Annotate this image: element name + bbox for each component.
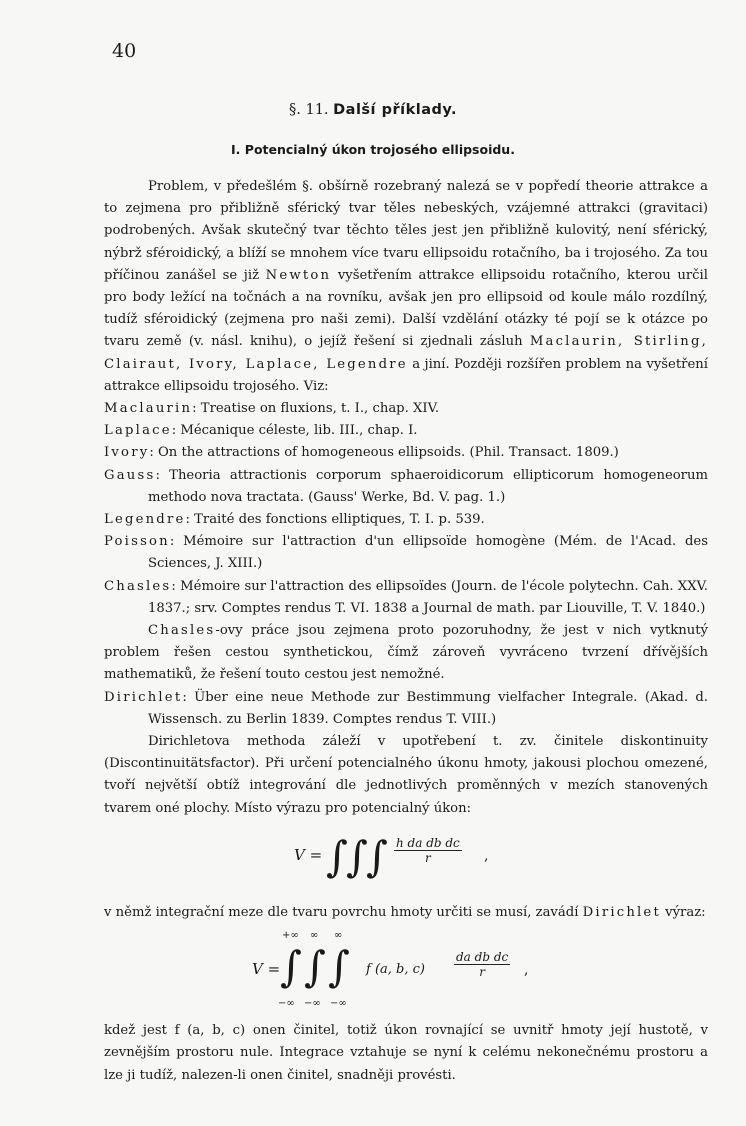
integral-sign: ∫ [304,942,326,992]
formula-comma: , [484,847,489,864]
lower-limit: −∞ [304,998,321,1010]
integral-sign: ∫ [280,942,302,992]
fraction [394,836,462,865]
reference-item [104,531,708,575]
ref-text: : On the attractions of homogeneous ellipsoids. (Phil. Transact. 1809.) [149,445,619,461]
ref-author: Legendre [104,512,186,528]
ref-author: Dirichlet [104,689,183,705]
formula-potential [104,824,708,898]
ref-author: Ivory [104,445,150,461]
name-newton: Newton [265,267,332,283]
integral-sign: ∫ [346,831,368,881]
formula-dirichlet [104,928,708,1016]
between-text: v němž integrační meze dle tvaru povrchu hmoty určiti se musí, zavádí [104,904,579,920]
ref-author: Chasles [104,578,172,594]
ref-text: : Traité des fonctions elliptiques, T. I. p. 539. [185,512,485,528]
integral-sign: ∫ [366,831,388,881]
name-dirichlet: Dirichlet [582,904,661,920]
page-number: 40 [112,40,137,62]
reference-item [104,687,708,731]
reference-item [104,398,708,420]
ref-author: Laplace [104,423,172,439]
intro-end: Později rozšířen problem na vyšetření attrakce ellipsoidu trojosého. Viz: [104,356,708,394]
paragraph-last: kdež jest f (a, b, c) onen činitel, totiž úkon rovnající se uvnitř hmoty její hustotě, v zevnějším prostoru nule. Integrace vztahuje se nyní k celému nekonečnému prostoru a lze ji tudíž, nalezen-li onen činitel, snadněji provésti. [104,1023,708,1083]
between-end: výraz: [665,904,706,920]
subsection-heading: I. Potencialný úkon trojosého ellipsoidu. [231,142,515,157]
reference-item [104,576,708,620]
formula-function: f (a, b, c) [366,962,425,978]
ref-author: Gauss [104,467,156,483]
ref-text: : Treatise on fluxions, t. I., chap. XIV. [192,401,440,417]
reference-item [104,465,708,509]
formula-comma: , [524,962,529,979]
formula-lhs: V = [252,960,281,979]
chasles-text: -ovy práce jsou zejmena proto pozoruhodny, že jest v nich vytknutý problem řešen cestou synthetickou, čímž zároveň vyvráceno tvrzení dřívějších mathematiků, že řešení touto cestou jest nemožné. [104,623,708,683]
ref-text: : Mémoire sur l'attraction des ellipsoïdes (Journ. de l'école polytechn. Cah. XXV. 1837.; srv. Comptes rendus T. VI. 1838 a Journal de math. par Liouville, T. V. 1840.) [148,578,708,616]
ref-text: : Mécanique céleste, lib. III., chap. I. [171,423,418,439]
upper-limit: +∞ [282,930,299,942]
fraction-denominator: r [479,965,485,980]
fraction-numerator: h da db dc [396,835,460,850]
section-number: §. 11. [289,102,329,118]
ref-text: : Theoria attractionis corporum sphaeroidicorum ellipticorum homogeneorum methodo nova tractata. (Gauss' Werke, Bd. V. pag. 1.) [148,467,708,505]
intro-and: a jiní. [412,356,450,372]
reference-item [104,442,708,464]
chasles-note [104,620,708,687]
fraction [454,950,510,979]
paragraph-dirichlet: Dirichletova methoda záleží v upotřebení t. zv. činitele diskontinuity (Discontinuitätsfactor). Při určení potencialného úkonu hmoty, jakousi plochou omezené, tvoří největší obtíž integrování dle jednotlivých proměnných v mezích stanovených tvarem oné plochy. Místo výrazu pro potencialný úkon: [104,734,708,816]
paragraph-between [104,902,708,924]
formula-lhs: V = [294,845,323,864]
ref-author: Maclaurin [104,401,193,417]
integral-sign: ∫ [328,942,350,992]
paragraph-intro [104,176,708,398]
page-body [104,176,708,1087]
upper-limit: ∞ [310,930,319,942]
lower-limit: −∞ [278,998,295,1010]
ref-text: : Über eine neue Methode zur Bestimmung vielfacher Integrale. (Akad. d. Wissensch. zu Berlin 1839. Comptes rendus T. VIII.) [148,689,708,727]
intro-text: Problem, v předešlém §. obšírně rozebraný nalezá se v popředí theorie attrakce a to zejmena pro přibližně sférický tvar těles nebeských, vzájemné attrakci (gravitaci) podrobených. Avšak skutečný tvar těchto těles jest jen přibližně kulovitý, není sférický, nýbrž sféroidický, a blíží se mnohem více tvaru ellipsoidu rotačního, ba i trojosého. Za tou příčinou zanášel se již [104,179,708,283]
section-title: Další příklady. [333,102,457,118]
lower-limit: −∞ [330,998,347,1010]
section-heading [0,102,746,118]
fraction-numerator: da db dc [456,950,509,965]
reference-item [104,420,708,442]
ref-text: : Mémoire sur l'attraction d'un ellipsoïde homogène (Mém. de l'Acad. des Sciences, J. XIII.) [148,534,708,572]
names-list: Maclaurin, Stirling, Clairaut, Ivory, Laplace, Legendre [104,334,708,372]
upper-limit: ∞ [334,930,343,942]
name-chasles: Chasles [148,623,216,639]
fraction-denominator: r [425,850,431,865]
ref-author: Poisson [104,534,170,550]
integral-sign: ∫ [326,831,348,881]
reference-item [104,509,708,531]
intro-text-cont: vyšetřením attrakce ellipsoidu rotačního, kterou určil pro body ležící na točnách a na rovníku, avšak jen pro ellipsoid od koule málo rozdílný, tudíž sféroidický (zejmena pro naši zemi). Další vzdělání otázky té pojí se k otázce po tvaru země (v. násl. knihu), o jejíž řešení si zjednali zásluh [104,267,708,350]
